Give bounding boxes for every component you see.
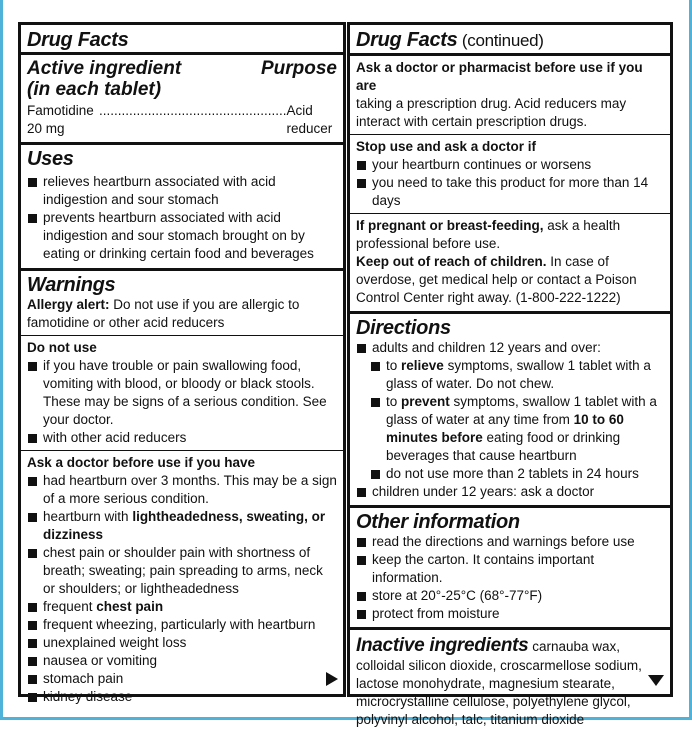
drug-facts-header	[21, 25, 343, 55]
frame-left-border	[0, 0, 3, 720]
inactive-ingredients-text: Inactive ingredients carnauba wax, colloidal silicon dioxide, croscarmellose sodium, lactose monohydrate, magnesium stearate, microcrystalline cellulose, polyethylene glycol, polyvinyl alcohol, talc, titanium dioxide	[356, 635, 642, 727]
ingredient-name: Famotidine 20 mg	[27, 103, 94, 136]
drug-facts-continued-header	[350, 25, 670, 56]
list-item: adults and children 12 years and over:	[356, 339, 664, 357]
continue-arrow-right-icon	[326, 672, 338, 686]
list-item: heartburn with lightheadedness, sweating, or dizziness	[27, 508, 337, 544]
bullet-square-icon	[28, 675, 37, 684]
list-item: frequent chest pain	[27, 598, 337, 616]
bullet-square-icon	[28, 639, 37, 648]
directions-title: Directions	[356, 317, 451, 339]
bullet-square-icon	[28, 513, 37, 522]
purpose-heading: Purpose	[260, 58, 337, 79]
bullet-square-icon	[28, 178, 37, 187]
bullet-square-icon	[357, 610, 366, 619]
warnings-title: Warnings	[27, 274, 116, 296]
drug-facts-continued-title: Drug Facts	[356, 29, 458, 51]
bullet-square-icon	[357, 179, 366, 188]
list-item: your heartburn continues or worsens	[356, 156, 664, 174]
bullet-square-icon	[371, 398, 380, 407]
other-information-section	[350, 505, 670, 627]
stop-use-section	[350, 134, 670, 213]
ask-pharmacist-text: taking a prescription drug. Acid reducers may interact with certain prescription drugs.	[356, 96, 627, 129]
bullet-square-icon	[28, 693, 37, 702]
list-item: with other acid reducers	[27, 429, 337, 447]
other-information-title: Other information	[356, 511, 520, 533]
list-item: stomach pain	[27, 670, 337, 688]
active-ingredient-heading: Active ingredient	[27, 58, 182, 79]
list-item: you need to take this product for more than 14 days	[356, 174, 664, 210]
list-item: chest pain or shoulder pain with shortness of breath; sweating; pain spreading to arms, neck or shoulders; or lightheadedness	[27, 544, 337, 598]
bullet-square-icon	[28, 362, 37, 371]
pregnant-section	[350, 213, 670, 311]
bullet-square-icon	[357, 344, 366, 353]
bullet-square-icon	[357, 161, 366, 170]
warnings-section	[21, 268, 343, 706]
list-item: prevents heartburn associated with acid indigestion and sour stomach brought on by eating or drinking certain food and beverages	[27, 209, 337, 263]
bullet-square-icon	[28, 621, 37, 630]
ingredient-purpose: Acid reducer	[286, 103, 333, 136]
list-item: store at 20°-25°C (68°-77°F)	[356, 587, 664, 605]
inactive-ingredients-section	[350, 627, 670, 729]
ask-pharmacist-section	[350, 56, 670, 134]
inactive-ingredients-title: Inactive ingredients	[356, 635, 529, 656]
list-item: to relieve symptoms, swallow 1 tablet with a glass of water. Do not chew.	[356, 357, 664, 393]
ask-pharmacist-label: Ask a doctor or pharmacist before use if you are	[356, 60, 643, 93]
list-item: relieves heartburn associated with acid indigestion and sour stomach	[27, 173, 337, 209]
bullet-square-icon	[357, 538, 366, 547]
active-ingredient-section	[21, 55, 343, 142]
ask-doctor-label: Ask a doctor before use if you have	[27, 455, 256, 470]
bullet-square-icon	[28, 549, 37, 558]
continued-label: (continued)	[457, 31, 544, 50]
bullet-square-icon	[371, 470, 380, 479]
drug-facts-title: Drug Facts	[27, 29, 129, 51]
do-not-use-label: Do not use	[27, 340, 97, 355]
bullet-square-icon	[28, 477, 37, 486]
list-item: frequent wheezing, particularly with heartburn	[27, 616, 337, 634]
list-item: protect from moisture	[356, 605, 664, 623]
list-item: children under 12 years: ask a doctor	[356, 483, 664, 501]
list-item: read the directions and warnings before use	[356, 533, 664, 551]
directions-section	[350, 311, 670, 505]
list-item: if you have trouble or pain swallowing food, vomiting with blood, or bloody or black stools. These may be signs of a serious condition. See your doctor.	[27, 357, 337, 429]
list-item: unexplained weight loss	[27, 634, 337, 652]
list-item: do not use more than 2 tablets in 24 hours	[356, 465, 664, 483]
drug-facts-left-column	[18, 22, 346, 704]
bullet-square-icon	[357, 488, 366, 497]
bullet-square-icon	[28, 603, 37, 612]
ingredient-line	[27, 102, 337, 138]
drug-facts-right-column	[347, 22, 673, 727]
uses-section	[21, 142, 343, 268]
do-not-use-section	[21, 335, 343, 450]
bullet-square-icon	[357, 592, 366, 601]
pregnant-text: If pregnant or breast-feeding, ask a health professional before use.	[356, 218, 621, 251]
continue-arrow-down-icon	[648, 675, 664, 686]
bullet-square-icon	[357, 556, 366, 565]
ingredient-dots: ..................................................	[98, 103, 287, 118]
in-each-tablet-label: (in each tablet)	[27, 79, 162, 100]
bullet-square-icon	[28, 214, 37, 223]
bullet-square-icon	[371, 362, 380, 371]
bullet-square-icon	[28, 657, 37, 666]
ask-doctor-section	[21, 450, 343, 706]
allergy-alert: Allergy alert: Do not use if you are allergic to famotidine or other acid reducers	[27, 297, 300, 330]
stop-use-label: Stop use and ask a doctor if	[356, 139, 537, 154]
list-item: nausea or vomiting	[27, 652, 337, 670]
list-item: to prevent symptoms, swallow 1 tablet with a glass of water at any time from 10 to 60 minutes before eating food or drinking beverages that cause heartburn	[356, 393, 664, 465]
keep-out-of-reach-text: Keep out of reach of children. In case of overdose, get medical help or contact a Poison Control Center right away. (1-800-222-1222)	[356, 254, 637, 305]
list-item: had heartburn over 3 months. This may be a sign of a more serious condition.	[27, 472, 337, 508]
bullet-square-icon	[28, 434, 37, 443]
list-item: keep the carton. It contains important information.	[356, 551, 664, 587]
uses-title: Uses	[27, 148, 74, 170]
list-item: kidney disease	[27, 688, 337, 706]
